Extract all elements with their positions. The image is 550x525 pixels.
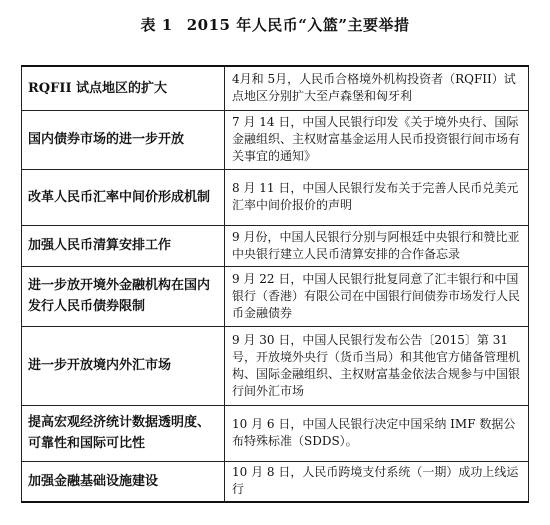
measure-cell: 国内债券市场的进一步开放 xyxy=(22,110,225,169)
detail-cell: 8 月 11 日，中国人民银行发布关于完善人民币兑美元汇率中间价报价的声明 xyxy=(225,169,529,225)
detail-cell: 10 月 6 日，中国人民银行决定中国采纳 IMF 数据公布特殊标准（SDDS）。 xyxy=(225,405,529,461)
table-number-label: 表 1 xyxy=(140,16,173,34)
measure-cell: 提高宏观经济统计数据透明度、可靠性和国际可比性 xyxy=(22,405,225,461)
measure-cell: 进一步放开境外金融机构在国内发行人民币债券限制 xyxy=(22,266,225,326)
detail-cell: 10 月 8 日，人民币跨境支付系统（一期）成功上线运行 xyxy=(225,461,529,502)
table-row xyxy=(22,225,529,266)
detail-cell: 7 月 14 日，中国人民银行印发《关于境外央行、国际金融组织、主权财富基金运用人民币投资银行间市场有关事宜的通知》 xyxy=(225,110,529,169)
table-row xyxy=(22,66,529,110)
table-row xyxy=(22,266,529,326)
measures-table xyxy=(21,65,529,503)
detail-cell: 4月和 5月，人民币合格境外机构投资者（RQFII）试点地区分别扩大至卢森堡和匈牙利 xyxy=(225,66,529,110)
table-row xyxy=(22,169,529,225)
table-row xyxy=(22,110,529,169)
detail-cell: 9 月 22 日，中国人民银行批复同意了汇丰银行和中国银行（香港）有限公司在中国银行间债券市场发行人民币金融债券 xyxy=(225,266,529,326)
measure-cell: RQFII 试点地区的扩大 xyxy=(22,66,225,110)
table-row xyxy=(22,405,529,461)
measure-cell: 进一步开放境内外汇市场 xyxy=(22,326,225,405)
table-row xyxy=(22,461,529,502)
table-title xyxy=(0,14,550,35)
measure-cell: 加强人民币清算安排工作 xyxy=(22,225,225,266)
table-title-text: 2015 年人民币“入篮”主要举措 xyxy=(186,16,410,34)
detail-cell: 9 月份，中国人民银行分别与阿根廷中央银行和赞比亚中央银行建立人民币清算安排的合作备忘录 xyxy=(225,225,529,266)
detail-cell: 9 月 30 日，中国人民银行发布公告〔2015〕第 31 号，开放境外央行（货币当局）和其他官方储备管理机构、国际金融组织、主权财富基金依法合规参与中国银行间外汇市场 xyxy=(225,326,529,405)
table-row xyxy=(22,326,529,405)
measure-cell: 改革人民币汇率中间价形成机制 xyxy=(22,169,225,225)
measure-cell: 加强金融基础设施建设 xyxy=(22,461,225,502)
